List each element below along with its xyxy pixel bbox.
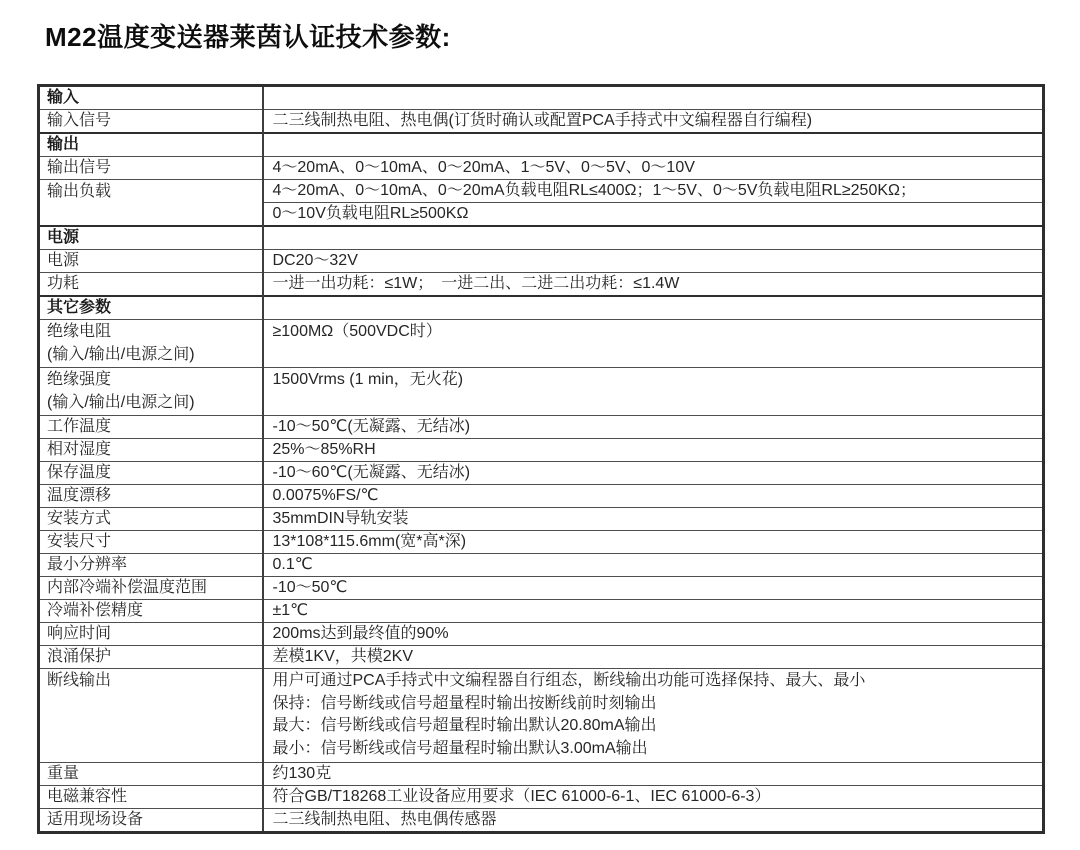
spec-value-cell: 200ms达到最终值的90% [263,623,1044,646]
table-row [39,623,1044,646]
table-row [39,508,1044,531]
table-row [39,554,1044,577]
table-row [39,577,1044,600]
spec-label-cell: 输出信号 [39,157,263,180]
spec-value-cell [263,669,1044,763]
section-row [39,296,1044,320]
section-label-cell: 其它参数 [39,296,263,320]
spec-value-cell: 二三线制热电阻、热电偶传感器 [263,809,1044,833]
spec-label-cell [39,368,263,416]
spec-value-cell: -10～50℃ [263,577,1044,600]
table-row [39,180,1044,203]
section-row [39,133,1044,157]
section-row [39,226,1044,250]
spec-value-cell: 4～20mA、0～10mA、0～20mA、1～5V、0～5V、0～10V [263,157,1044,180]
spec-label-cell: 电源 [39,250,263,273]
spec-value-cell: 1500Vrms (1 min，无火花) [263,368,1044,416]
table-row [39,531,1044,554]
spec-label-cell: 功耗 [39,273,263,297]
table-row [39,809,1044,833]
spec-label-cell: 响应时间 [39,623,263,646]
spec-label-cell: 内部冷端补偿温度范围 [39,577,263,600]
spec-value-cell: -10～60℃(无凝露、无结冰) [263,462,1044,485]
spec-value-cell: 二三线制热电阻、热电偶(订货时确认或配置PCA手持式中文编程器自行编程) [263,110,1044,134]
spec-value-cell: 约130克 [263,763,1044,786]
spec-value-cell: 4～20mA、0～10mA、0～20mA负载电阻RL≤400Ω；1～5V、0～5V负载电阻RL≥250KΩ； [263,180,1044,203]
spec-value-cell: ≥100MΩ（500VDC时） [263,320,1044,368]
spec-value-cell: DC20～32V [263,250,1044,273]
spec-label-cell: 温度漂移 [39,485,263,508]
value-line: 用户可通过PCA手持式中文编程器自行组态，断线输出功能可选择保持、最大、最小 [272,672,866,689]
spec-value-cell: 35mmDIN导轨安装 [263,508,1044,531]
table-row [39,439,1044,462]
spec-value-cell: 差模1KV，共模2KV [263,646,1044,669]
table-row [39,157,1044,180]
spec-value-cell: 0.0075%FS/℃ [263,485,1044,508]
value-line: 保持：信号断线或信号超量程时输出按断线前时刻输出 [272,694,657,712]
spec-label-cell: 保存温度 [39,462,263,485]
spec-label-cell: 最小分辨率 [39,554,263,577]
table-row [39,763,1044,786]
spec-label-cell: 适用现场设备 [39,809,263,833]
table-row [39,462,1044,485]
table-row [39,646,1044,669]
value-line: 最小：信号断线或信号超量程时输出默认3.00mA输出 [272,739,648,757]
section-row [39,86,1044,110]
spec-value-cell: 一进一出功耗：≤1W； 一进二出、二进二出功耗：≤1.4W [263,273,1044,297]
table-row [39,110,1044,134]
spec-table [37,84,1045,834]
spec-value-cell [263,226,1044,250]
table-row [39,250,1044,273]
spec-table-body [39,86,1044,833]
spec-label-cell: 安装方式 [39,508,263,531]
table-row [39,320,1044,368]
spec-label-cell: 冷端补偿精度 [39,600,263,623]
table-row [39,273,1044,297]
spec-value-cell: 0.1℃ [263,554,1044,577]
label-line: 绝缘强度 [47,371,112,388]
spec-label-cell: 重量 [39,763,263,786]
spec-label-cell: 输出负载 [39,180,263,227]
spec-value-cell: 符合GB/T18268工业设备应用要求（IEC 61000-6-1、IEC 61000-6-3） [263,786,1044,809]
spec-value-cell: 0～10V负载电阻RL≥500KΩ [263,203,1044,227]
section-label-cell: 输出 [39,133,263,157]
spec-label-cell [39,320,263,368]
spec-value-cell [263,133,1044,157]
spec-label-cell: 相对湿度 [39,439,263,462]
spec-value-cell: ±1℃ [263,600,1044,623]
table-row [39,786,1044,809]
spec-value-cell [263,86,1044,110]
spec-value-cell: 25%～85%RH [263,439,1044,462]
section-label-cell: 输入 [39,86,263,110]
table-row [39,669,1044,763]
value-line: 最大：信号断线或信号超量程时输出默认20.80mA输出 [272,717,657,734]
table-row [39,485,1044,508]
table-row [39,416,1044,439]
label-line: (输入/输出/电源之间) [47,393,195,411]
spec-label-cell: 输入信号 [39,110,263,134]
spec-value-cell: -10～50℃(无凝露、无结冰) [263,416,1044,439]
spec-label-cell: 断线输出 [39,669,263,763]
label-line: 绝缘电阻 [47,323,112,340]
spec-label-cell: 安装尺寸 [39,531,263,554]
spec-value-cell [263,296,1044,320]
label-line: (输入/输出/电源之间) [47,345,195,363]
spec-label-cell: 浪涌保护 [39,646,263,669]
table-row [39,368,1044,416]
spec-label-cell: 工作温度 [39,416,263,439]
spec-label-cell: 电磁兼容性 [39,786,263,809]
table-row [39,600,1044,623]
spec-value-cell: 13*108*115.6mm(宽*高*深) [263,531,1044,554]
section-label-cell: 电源 [39,226,263,250]
page-title: M22温度变送器莱茵认证技术参数: [45,22,451,52]
